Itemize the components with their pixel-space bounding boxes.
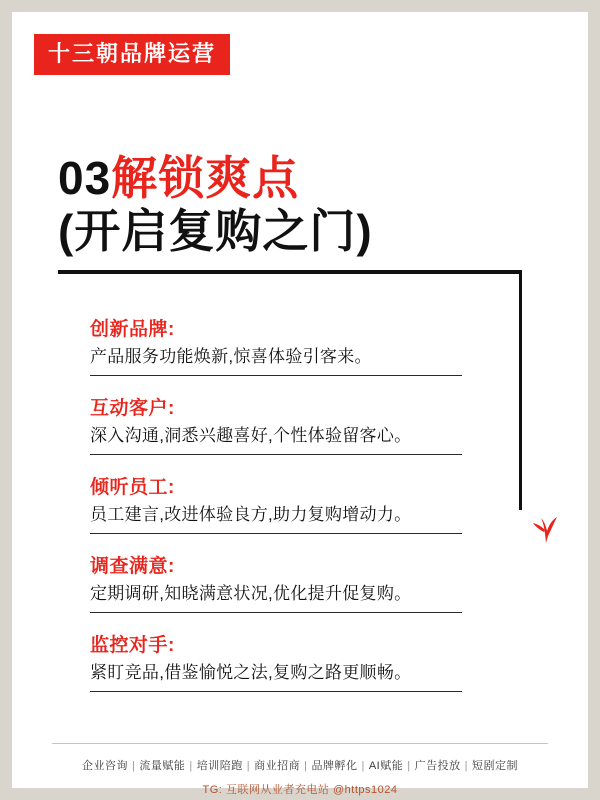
list-item <box>90 554 490 613</box>
title-first-line <box>58 152 558 205</box>
title-main: 解锁爽点 <box>111 152 300 204</box>
tips-list <box>90 317 490 712</box>
list-item-body: 员工建言,改进体验良方,助力复购增动力。 <box>90 502 462 535</box>
title-number: 03 <box>58 152 112 204</box>
footer-tag: 短剧定制 <box>471 760 518 772</box>
footer-separator: | <box>407 760 411 772</box>
list-item-heading: 监控对手: <box>90 635 175 657</box>
title-second-line <box>58 205 558 258</box>
watermark-text: TG: 互联网从业者充电站 @https1024 <box>202 784 398 796</box>
list-item-heading: 倾听员工: <box>90 477 175 499</box>
list-item-heading: 调查满意: <box>90 556 175 578</box>
footer-separator: | <box>361 760 365 772</box>
footer-tag: AI赋能 <box>368 760 404 772</box>
page-title <box>58 152 558 258</box>
footer-separator: | <box>304 760 308 772</box>
footer-tag: 广告投放 <box>414 760 461 772</box>
list-item <box>90 317 490 376</box>
divider-vertical-line <box>519 270 522 510</box>
footer-tag: 流量赋能 <box>139 760 186 772</box>
footer-separator: | <box>246 760 251 772</box>
footer-tag: 培训陪跑 <box>196 760 243 772</box>
footer-tag: 品牌孵化 <box>311 760 358 772</box>
poster-card <box>12 12 588 788</box>
title-sub: (开启复购之门) <box>58 204 373 257</box>
list-item-heading: 创新品牌: <box>90 319 175 340</box>
divider-horizontal-line <box>58 270 522 274</box>
list-item <box>90 633 490 692</box>
leaf-icon <box>531 510 561 544</box>
footer-tag: 企业咨询 <box>82 760 129 772</box>
footer-service-tags <box>12 757 588 773</box>
list-item-body: 紧盯竞品,借鉴愉悦之法,复购之路更顺畅。 <box>90 660 462 693</box>
footer-separator: | <box>132 760 136 772</box>
list-item <box>90 396 490 455</box>
list-item-body: 定期调研,知晓满意状况,优化提升促复购。 <box>90 581 462 614</box>
footer-tag: 商业招商 <box>254 760 301 772</box>
list-item-body: 产品服务功能焕新,惊喜体验引客来。 <box>90 344 462 377</box>
brand-badge: 十三朝品牌运营 <box>34 34 230 75</box>
list-item <box>90 475 490 534</box>
footer-divider <box>52 743 548 744</box>
list-item-body: 深入沟通,洞悉兴趣喜好,个性体验留客心。 <box>90 423 462 456</box>
list-item-heading: 互动客户: <box>90 398 175 420</box>
footer-separator: | <box>464 760 468 772</box>
footer-separator: | <box>189 760 193 772</box>
